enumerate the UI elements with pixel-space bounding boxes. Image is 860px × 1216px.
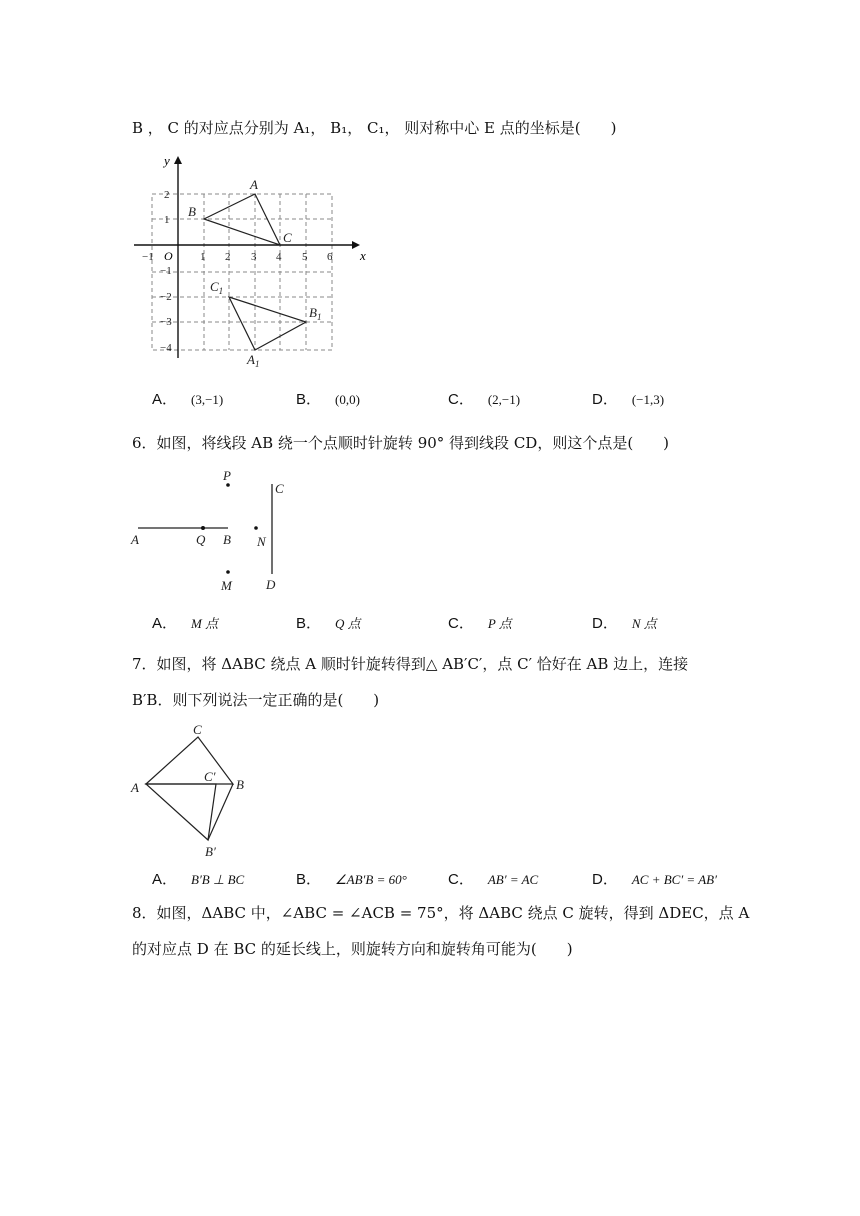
x-tick: 2 bbox=[225, 251, 231, 263]
point-label-b: B bbox=[188, 204, 196, 219]
label-c: C bbox=[275, 481, 284, 496]
q7-option-a[interactable]: A． B′B ⊥ BC bbox=[152, 871, 245, 888]
q5-stem: B ， C 的对应点分别为 A₁， B₁， C₁， 则对称中心 E 点的坐标是( ) bbox=[132, 119, 617, 137]
q6-option-d[interactable]: D． N 点 bbox=[592, 615, 657, 632]
q6-figure bbox=[128, 466, 308, 598]
point-label-a1: $A_1$ bbox=[247, 352, 260, 369]
point-label-c1: $C_1$ bbox=[210, 279, 224, 296]
origin-label: O bbox=[164, 249, 173, 263]
q6-option-b[interactable]: B． Q 点 bbox=[296, 615, 361, 632]
x-tick: 3 bbox=[251, 251, 257, 263]
q7-option-d[interactable]: D． AC + BC′ = AB′ bbox=[592, 871, 717, 888]
y-axis-arrow-icon bbox=[174, 156, 182, 164]
q6-option-a[interactable]: A． M 点 bbox=[152, 615, 219, 632]
point-n bbox=[254, 526, 258, 530]
q5-option-a[interactable]: A． (3,−1) bbox=[152, 391, 224, 408]
y-axis-label: y bbox=[164, 153, 170, 168]
point-m bbox=[226, 570, 230, 574]
q5-option-c[interactable]: C． (2,−1) bbox=[448, 391, 521, 408]
point-label-c: C bbox=[283, 230, 292, 245]
label-c: C bbox=[193, 722, 202, 737]
point-label-a: A bbox=[250, 177, 258, 192]
label-b: B bbox=[223, 532, 231, 547]
q6-stem: 6．如图，将线段 AB 绕一个点顺时针旋转 90° 得到线段 CD，则这个点是( ) bbox=[132, 434, 670, 452]
q8-stem-line2: 的对应点 D 在 BC 的延长线上，则旋转方向和旋转角可能为( ) bbox=[132, 940, 573, 958]
x-tick: 6 bbox=[327, 251, 333, 263]
q7-option-c[interactable]: C． AB′ = AC bbox=[448, 871, 539, 888]
q6-option-c[interactable]: C． P 点 bbox=[448, 615, 512, 632]
point-q bbox=[201, 526, 205, 530]
label-b: B bbox=[236, 777, 244, 792]
label-n: N bbox=[257, 534, 266, 549]
y-tick: −3 bbox=[160, 316, 172, 328]
label-c-prime: C′ bbox=[204, 769, 216, 784]
q5-option-d[interactable]: D． (−1,3) bbox=[592, 391, 665, 408]
label-m: M bbox=[221, 578, 232, 593]
label-a: A bbox=[131, 780, 139, 795]
q8-stem-line1: 8．如图，ΔABC 中，∠ABC = ∠ACB = 75°，将 ΔABC 绕点 C 旋转，得到 ΔDEC，点 A bbox=[132, 904, 750, 922]
label-q: Q bbox=[196, 532, 206, 547]
y-tick: −1 bbox=[160, 265, 172, 277]
x-axis-label: x bbox=[360, 248, 366, 263]
y-tick: −4 bbox=[160, 342, 172, 354]
q7-figure bbox=[128, 720, 258, 860]
triangle-ab1c1 bbox=[146, 784, 216, 840]
triangle-abc bbox=[146, 737, 233, 784]
point-p bbox=[226, 483, 230, 487]
point-label-b1: $B_1$ bbox=[309, 305, 322, 322]
q5-option-b[interactable]: B． (0,0) bbox=[296, 391, 360, 408]
grid-lines bbox=[152, 194, 332, 350]
x-tick: 5 bbox=[302, 251, 308, 263]
q7-option-b[interactable]: B． ∠AB′B = 60° bbox=[296, 871, 407, 888]
label-b-prime: B′ bbox=[205, 844, 216, 859]
x-tick: −1 bbox=[142, 251, 154, 263]
label-d: D bbox=[266, 577, 276, 592]
y-tick: −2 bbox=[160, 291, 172, 303]
label-p: P bbox=[223, 468, 231, 483]
q7-stem-line2: B′B．则下列说法一定正确的是( ) bbox=[132, 691, 380, 709]
q5-coordinate-figure bbox=[128, 150, 378, 372]
y-tick: 1 bbox=[164, 214, 170, 226]
x-axis-arrow-icon bbox=[352, 241, 360, 249]
y-tick: 2 bbox=[164, 189, 170, 201]
x-tick: 4 bbox=[276, 251, 282, 263]
triangle-a1b1c1 bbox=[229, 297, 306, 350]
label-a: A bbox=[131, 532, 139, 547]
q7-stem-line1: 7．如图，将 ΔABC 绕点 A 顺时针旋转得到△ AB′C′，点 C′ 恰好在 AB 边上，连接 bbox=[132, 655, 689, 673]
x-tick: 1 bbox=[200, 251, 206, 263]
